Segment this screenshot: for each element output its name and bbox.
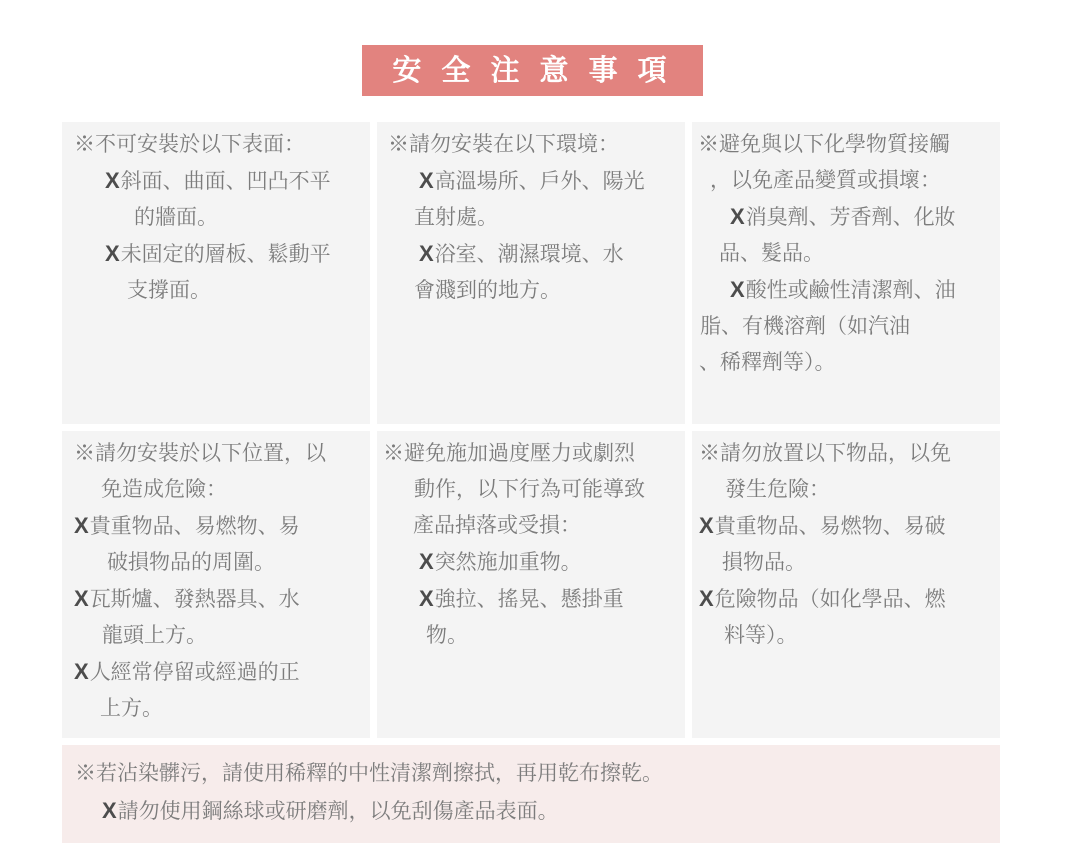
x-mark-icon: X (419, 241, 434, 266)
text-line: X請勿使用鋼絲球或研磨劑，以免刮傷產品表面。 (102, 798, 559, 823)
warning-box-avoid-excess-force (377, 431, 685, 738)
text-line: 免造成危險： (101, 478, 227, 501)
x-mark-icon: X (74, 513, 89, 538)
text-line: X瓦斯爐、發熱器具、水 (74, 586, 300, 611)
warning-box-no-install-environments (377, 122, 685, 424)
x-mark-icon: X (105, 241, 120, 266)
text-line: 物。 (426, 624, 468, 647)
text-line: ※請勿安裝在以下環境： (388, 133, 619, 156)
text-line: 會濺到的地方。 (414, 279, 561, 302)
text-line: X斜面、曲面、凹凸不平 (105, 168, 331, 193)
text-line: X酸性或鹼性清潔劑、油 (730, 277, 956, 302)
text-line: X浴室、潮濕環境、水 (419, 241, 624, 266)
text-line: ※不可安裝於以下表面： (74, 133, 305, 156)
text-line: X未固定的層板、鬆動平 (105, 241, 331, 266)
text-line: ※若沾染髒污，請使用稀釋的中性清潔劑擦拭，再用乾布擦乾。 (75, 762, 663, 785)
text-line: 品、髮品。 (719, 242, 824, 265)
x-mark-icon: X (699, 513, 714, 538)
text-line: X貴重物品、易燃物、易破 (699, 513, 946, 538)
x-mark-icon: X (74, 586, 89, 611)
text-line: 、稀釋劑等）。 (699, 351, 836, 374)
text-line: 產品掉落或受損： (413, 514, 581, 537)
text-line: 支撐面。 (127, 279, 211, 302)
warnings-grid (62, 122, 1000, 738)
title-banner: 安 全 注 意 事 項 (362, 45, 703, 96)
x-mark-icon: X (730, 277, 745, 302)
x-mark-icon: X (730, 204, 745, 229)
x-mark-icon: X (419, 168, 434, 193)
warning-box-no-place-items (692, 431, 1000, 738)
text-line: X危險物品（如化學品、燃 (699, 586, 946, 611)
text-line: 動作，以下行為可能導致 (414, 478, 645, 501)
text-line: ※請勿安裝於以下位置，以 (74, 442, 326, 465)
warning-box-avoid-chemicals (692, 122, 1000, 424)
x-mark-icon: X (419, 586, 434, 611)
text-line: X貴重物品、易燃物、易 (74, 513, 300, 538)
warning-box-no-install-locations (62, 431, 370, 738)
x-mark-icon: X (74, 659, 89, 684)
text-line: 脂、有機溶劑（如汽油 (700, 315, 910, 338)
text-line: 的牆面。 (134, 206, 218, 229)
text-line: ，以免產品變質或損壞： (710, 169, 941, 192)
text-line: X強拉、搖晃、懸掛重 (419, 586, 624, 611)
text-line: ※避免施加過度壓力或劇烈 (383, 442, 635, 465)
text-line: X人經常停留或經過的正 (74, 659, 300, 684)
text-line: 破損物品的周圍。 (107, 551, 275, 574)
x-mark-icon: X (699, 586, 714, 611)
text-line: 損物品。 (722, 551, 806, 574)
text-line: 直射處。 (414, 206, 498, 229)
text-line: X高溫場所、戶外、陽光 (419, 168, 645, 193)
cleaning-note (62, 745, 1000, 843)
text-line: ※避免與以下化學物質接觸 (698, 133, 950, 156)
x-mark-icon: X (105, 168, 120, 193)
warning-box-no-install-surfaces (62, 122, 370, 424)
text-line: X消臭劑、芳香劑、化妝 (730, 204, 956, 229)
text-line: 料等）。 (724, 624, 798, 647)
x-mark-icon: X (102, 798, 117, 823)
text-line: ※請勿放置以下物品，以免 (699, 442, 951, 465)
x-mark-icon: X (419, 549, 434, 574)
text-line: 龍頭上方。 (102, 624, 207, 647)
text-line: 上方。 (100, 697, 163, 720)
text-line: 發生危險： (725, 478, 830, 501)
text-line: X突然施加重物。 (419, 549, 582, 574)
